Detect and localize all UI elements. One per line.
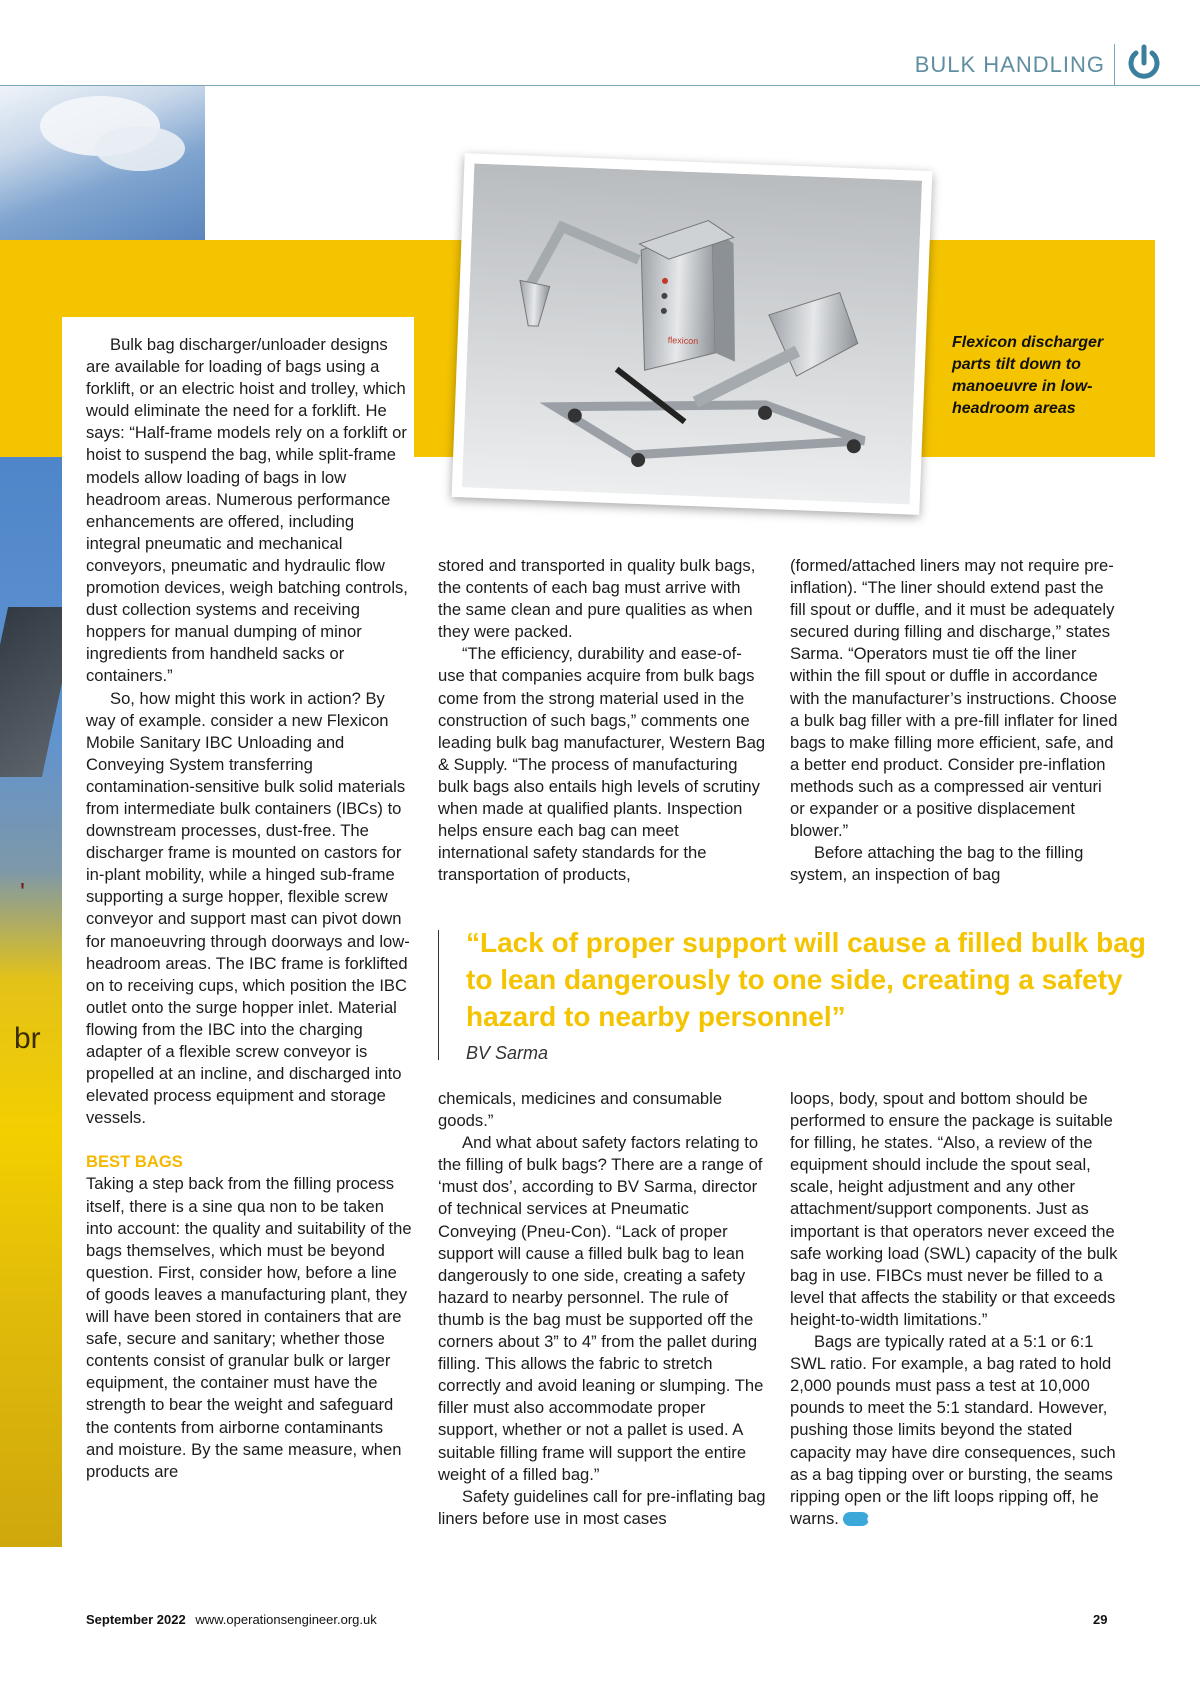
pull-quote: “Lack of proper support will cause a filled bulk bag to lean dangerously to one side, creating a safety hazard to nearby personnel”	[466, 927, 1146, 1032]
discharger-photo	[452, 153, 933, 515]
page-number: 29	[1093, 1612, 1108, 1627]
article-column-1	[86, 334, 412, 1483]
pull-quote-author: BV Sarma	[466, 1043, 549, 1063]
footer	[86, 1612, 377, 1627]
subheading: BEST BAGS	[86, 1152, 183, 1172]
article-column-3-bottom	[790, 1088, 1120, 1530]
oe-end-mark-icon: oe	[843, 1512, 869, 1526]
paragraph: Taking a step back from the filling process itself, there is a sine qua non to be taken into account: the quality and suitability of the bags themselves, which must be beyond question. First, consider how, before a line of goods leaves a manufacturing plant, they will have been stored in containers that are safe, secure and sanitary; whether those contents consist of granular bulk or larger equipment, the container must have the strength to bear the weight and safeguard the contents from airborne contaminants and moisture. By the same measure, when products are	[86, 1174, 412, 1481]
article-column-2-bottom	[438, 1088, 768, 1530]
sky-photo	[0, 86, 205, 241]
header-divider	[1114, 44, 1115, 86]
brand-label: flexicon	[667, 335, 699, 347]
bag-mark-lower: br	[14, 1022, 41, 1055]
paragraph: loops, body, spout and bottom should be performed to ensure the package is suitable for filling, he states. “Also, a review of the equipment should include the spout seal, scale, height adjustment and any other attachment/support components. Just as important is that operators never exceed the safe working load (SWL) capacity of the bulk bag in use. FIBCs must never be filled to a level that affects the stability or that exceeds height-to-width limitations.”	[790, 1089, 1118, 1329]
bulk-bag-photo-strip	[0, 457, 62, 1547]
bag-mark-upper: '	[20, 877, 25, 907]
paragraph: “The efficiency, durability and ease-of-use that companies acquire from bulk bags come from the strong material used in the construction of such bags,” comments one leading bulk bag manufacturer, Western Bag & Supply. “The process of manufacturing bulk bags also entails high levels of scrutiny when made at qualified plants. Inspection helps ensure each bag can meet international safety standards for the transportation of products,	[438, 644, 766, 885]
footer-url: www.operationsengineer.org.uk	[195, 1612, 377, 1627]
paragraph: (formed/attached liners may not require pre-inflation). “The liner should extend past the fill spout or duffle, and it must be adequately secured during filling and discharge,” states Sarma. “Operators must tie off the liner within the fill spout or duffle in accordance with the manufacturer’s instructions. Choose a bulk bag filler with a pre-fill inflater for lined bags to make filling more efficient, safe, and a better end product. Consider pre-inflation methods such as a compressed air venturi or expander or a positive displacement blower.”	[790, 556, 1118, 841]
photo-caption: Flexicon discharger parts tilt down to manoeuvre in low-headroom areas	[952, 334, 1104, 417]
paragraph: chemicals, medicines and consumable goods.”	[438, 1089, 723, 1131]
article-column-3-top	[790, 555, 1120, 886]
paragraph: stored and transported in quality bulk bags, the contents of each bag must arrive with the same clean and pure qualities as when they were packed.	[438, 556, 756, 642]
power-icon	[1126, 44, 1162, 82]
pull-quote-rule	[438, 930, 439, 1060]
footer-date: September 2022	[86, 1612, 186, 1627]
paragraph: Bulk bag discharger/unloader designs are available for loading of bags using a forklift, or an electric hoist and trolley, which would eliminate the need for a forklift. He says: “Half-frame models rely on a forklift or hoist to suspend the bag, while split-frame models allow loading of bags in low headroom areas. Numerous performance enhancements are offered, including integral pneumatic and mechanical conveyors, pneumatic and hydraulic flow promotion devices, weigh batching controls, dust collection systems and receiving hoppers for manual dumping of minor ingredients from handheld sacks or containers.”	[86, 335, 408, 686]
paragraph: And what about safety factors relating to the filling of bulk bags? There are a range of ‘must dos’, according to BV Sarma, director of technical services at Pneumatic Conveying (Pneu-Con). “Lack of proper support will cause a filled bulk bag to lean dangerously to one side, creating a safety hazard to nearby personnel. The rule of thumb is the bag must be supported off the corners about 3” to 4” from the pallet during filling. This allows the fabric to stretch correctly and avoid leaning or slumping. The filler must also accommodate proper support, whether or not a pallet is used. A suitable filling frame will support the entire weight of a filled bag.”	[438, 1133, 764, 1484]
section-title: BULK HANDLING	[914, 52, 1105, 77]
paragraph-text: Bags are typically rated at a 5:1 or 6:1 SWL ratio. For example, a bag rated to hold 2,000 pounds must pass a test at 10,000 pounds to meet the 5:1 standard. However, pushing those limits beyond the stated capacity may have dire consequences, such as a bag tipping over or bursting, the seams ripping open or the lift loops ripping off, he warns.	[790, 1332, 1116, 1528]
paragraph: Safety guidelines call for pre-inflating bag liners before use in most cases	[438, 1486, 766, 1528]
article-column-2-top	[438, 555, 768, 886]
paragraph	[790, 1331, 1120, 1530]
paragraph: So, how might this work in action? By way of example. consider a new Flexicon Mobile Sanitary IBC Unloading and Conveying System transferring contamination-sensitive bulk solid materials from intermediate bulk containers (IBCs) to downstream processes, dust-free. The discharger frame is mounted on castors for in-plant mobility, while a hinged sub-frame supporting a surge hopper, flexible screw conveyor and support mast can pivot down for manoeuvring through doorways and low-headroom areas. The IBC frame is forklifted on to receiving cups, which position the IBC outlet onto the surge hopper inlet. Material flowing from the IBC into the charging adapter of a flexible screw conveyor is propelled at an incline, and discharged into elevated process equipment and storage vessels.	[86, 688, 410, 1128]
paragraph: Before attaching the bag to the filling system, an inspection of bag	[790, 843, 1084, 885]
